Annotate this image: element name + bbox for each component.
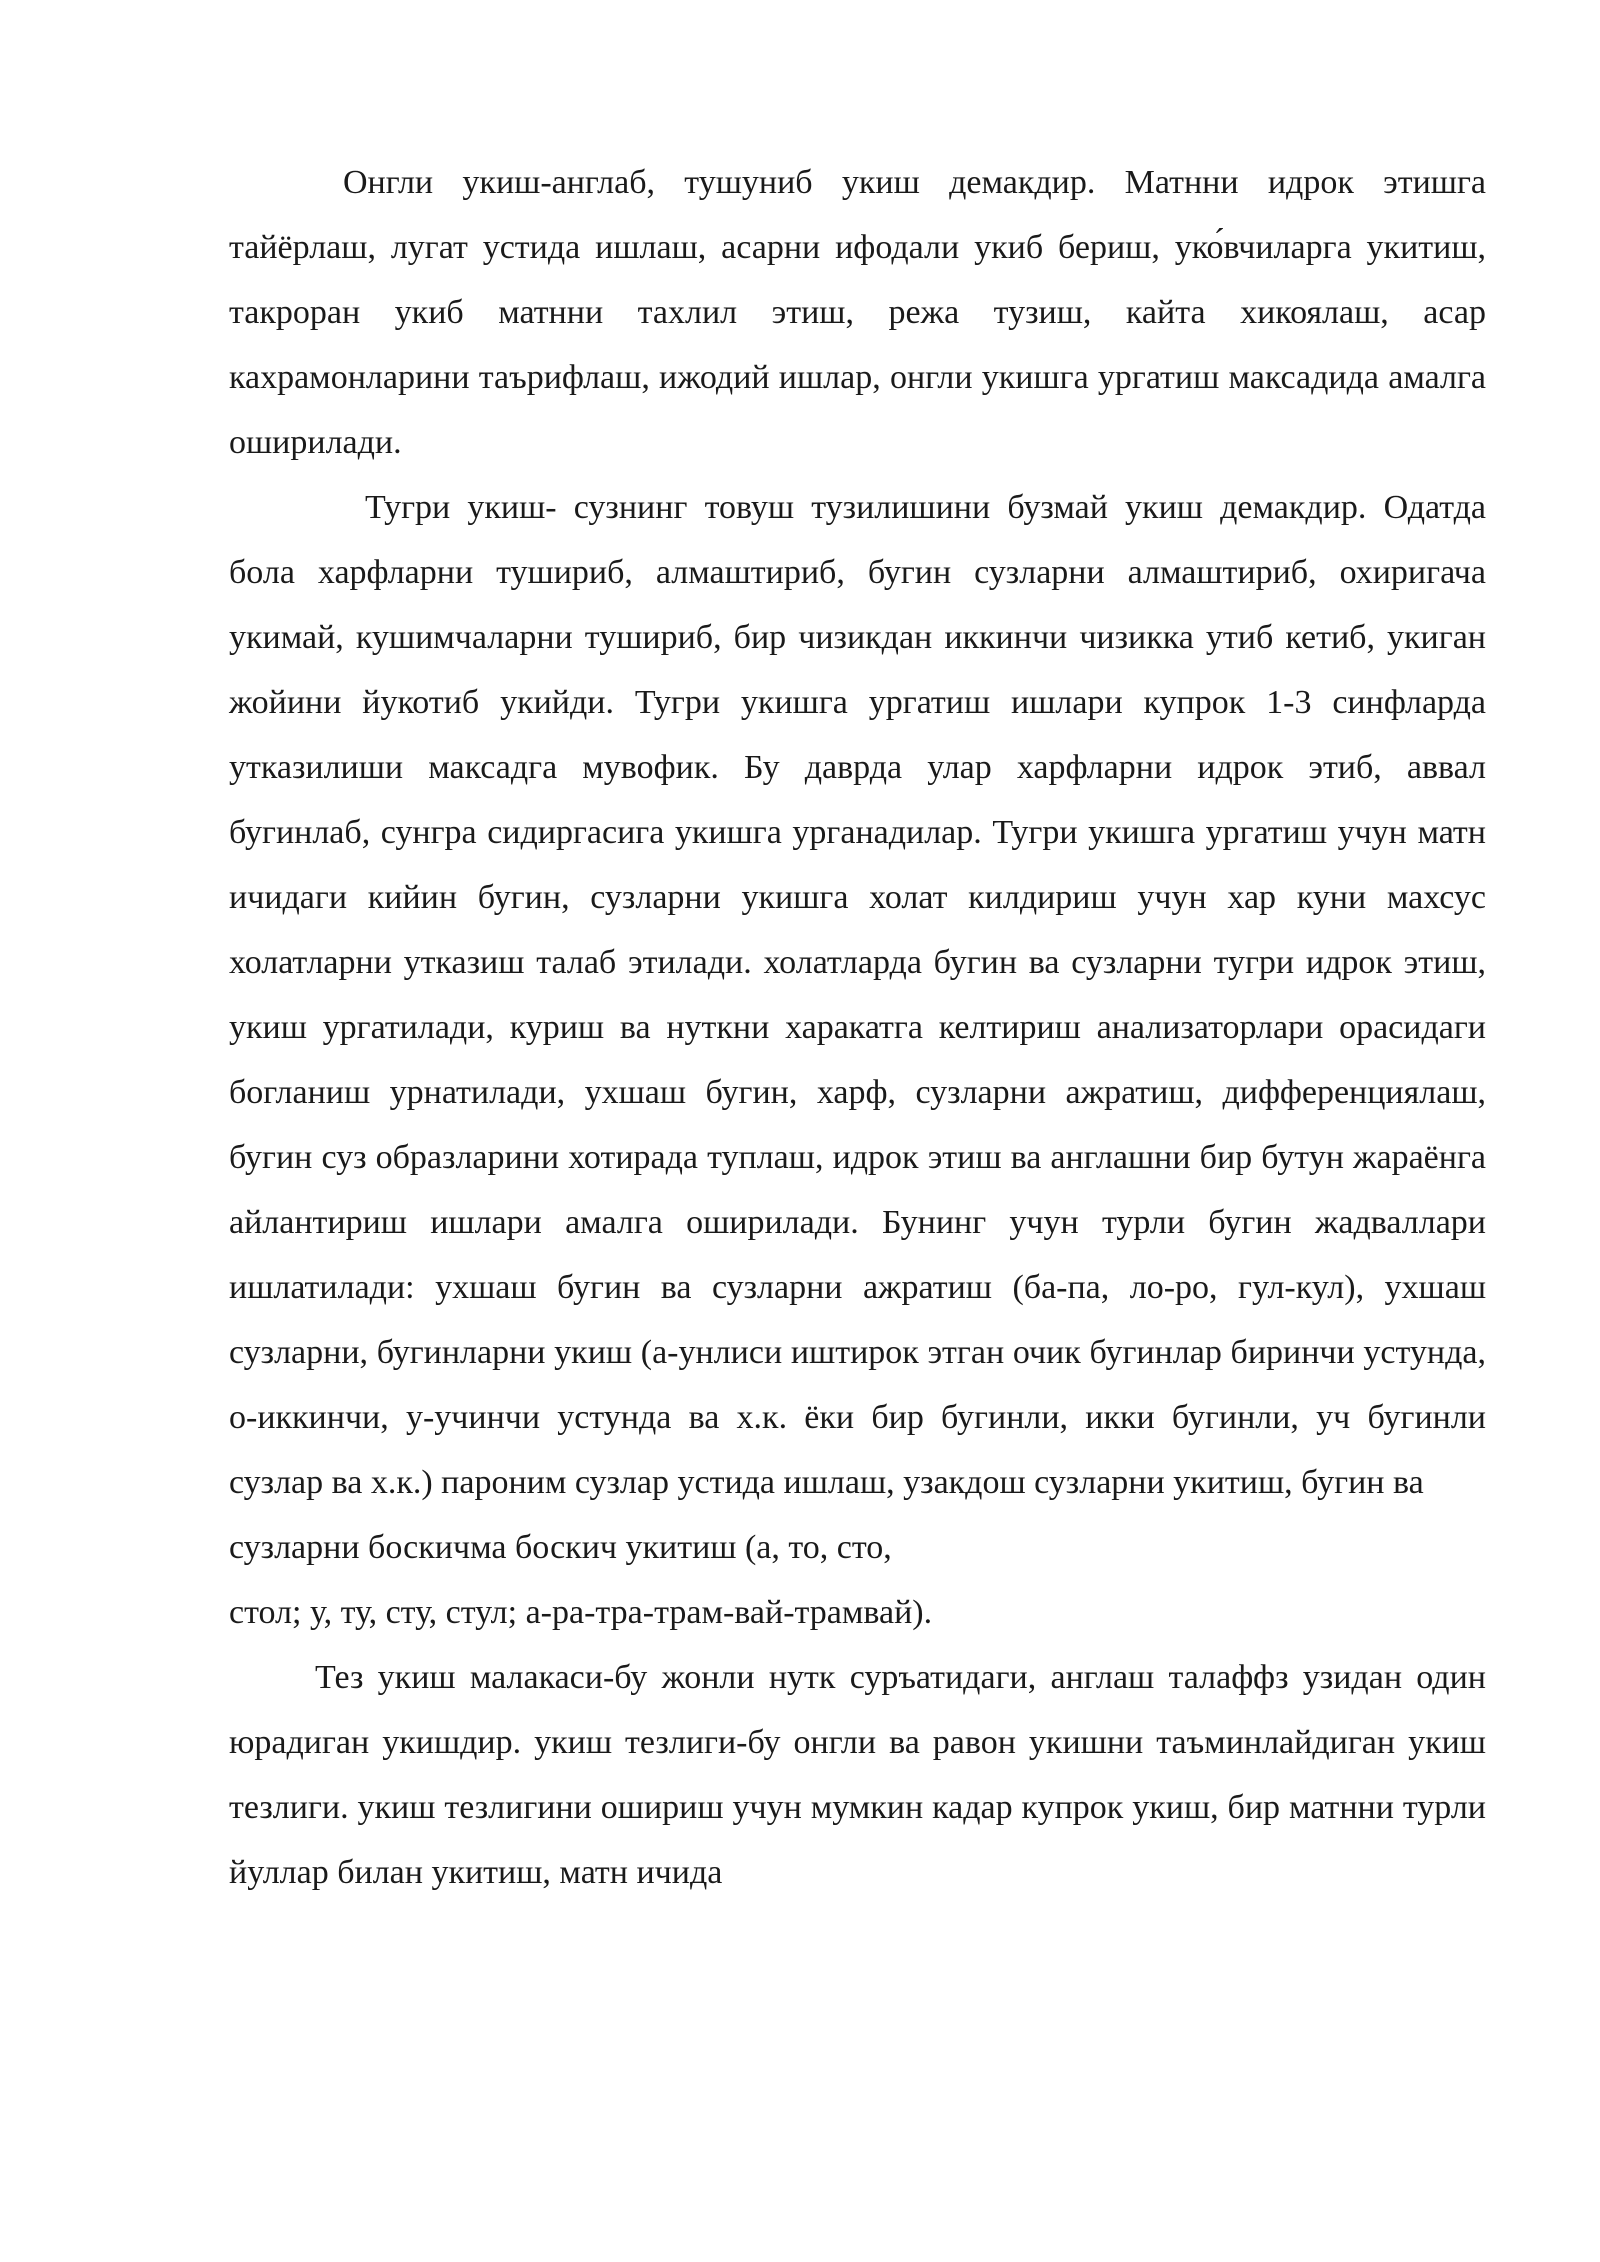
paragraph-fast-reading: Тез укиш малакаси-бу жонли нутк суръатидаги, англаш талаффз узидан один юрадиган укишдир. укиш тезлиги-бу онгли ва равон укишни таъминлайдиган укиш тезлиги. укиш тезлигини ошириш учун мумкин кадар купрок укиш, бир матнни турли йуллар билан укитиш, матн ичида — [229, 1659, 1486, 1891]
body-text — [229, 150, 1486, 1905]
paragraph-line-examples: стол; у, ту, сту, стул; а-ра-тра-трам-вай-трамвай). — [229, 1594, 933, 1631]
paragraph-conscious-reading: Онгли укиш-англаб, тушуниб укиш демакдир. Матнни идрок этишга тайёрлаш, лугат устида ишлаш, асарни ифодали укиб бериш, уко́вчиларга укитиш, такроран укиб матнни тахлил этиш, режа тузиш, кайта хикоялаш, асар кахрамонларини таърифлаш, ижодий ишлар, онгли укишга ургатиш максадида амалга оширилади. — [229, 164, 1486, 461]
paragraph-correct-reading: Тугри укиш- сузнинг товуш тузилишини бузмай укиш демакдир. Одатда бола харфларни тушириб, алмаштириб, бугин сузларни алмаштириб, охиригача укимай, кушимчаларни тушириб, бир чизикдан иккинчи чизикка утиб кетиб, укиган жойини йукотиб укийди. Тугри укишга ургатиш ишлари купрок 1-3 синфларда утказилиши максадга мувофик. Бу даврда улар харфларни идрок этиб, аввал бугинлаб, сунгра сидиргасига укишга урганадилар. Тугри укишга ургатиш учун матн ичидаги кийин бугин, сузларни укишга холат килдириш учун хар куни махсус холатларни утказиш талаб этилади. холатларда бугин ва сузларни тугри идрок этиш, укиш ургатилади, куриш ва нуткни харакатга келтириш анализаторлари орасидаги богланиш урнатилади, ухшаш бугин, харф, сузларни ажратиш, дифференциялаш, бугин суз образларини хотирада туплаш, идрок этиш ва англашни бир бутун жараёнга айлантириш ишлари амалга оширилади. Бунинг учун турли бугин жадваллари ишлатилади: ухшаш бугин ва сузларни ажратиш (ба-па, ло-ро, гул-кул), ухшаш сузларни, бугинларни укиш (а-унлиси иштирок этган очик бугинлар биринчи устунда, о-иккинчи, у-учинчи устунда ва х.к. ёки бир бугинли, икки бугинли, уч бугинли сузлар ва х.к.) пароним сузлар устида ишлаш, узакдош сузларни укитиш, бугин ва — [229, 489, 1486, 1501]
paragraph-line-stepwise: сузларни боскичма боскич укитиш (а, то, сто, — [229, 1529, 892, 1566]
